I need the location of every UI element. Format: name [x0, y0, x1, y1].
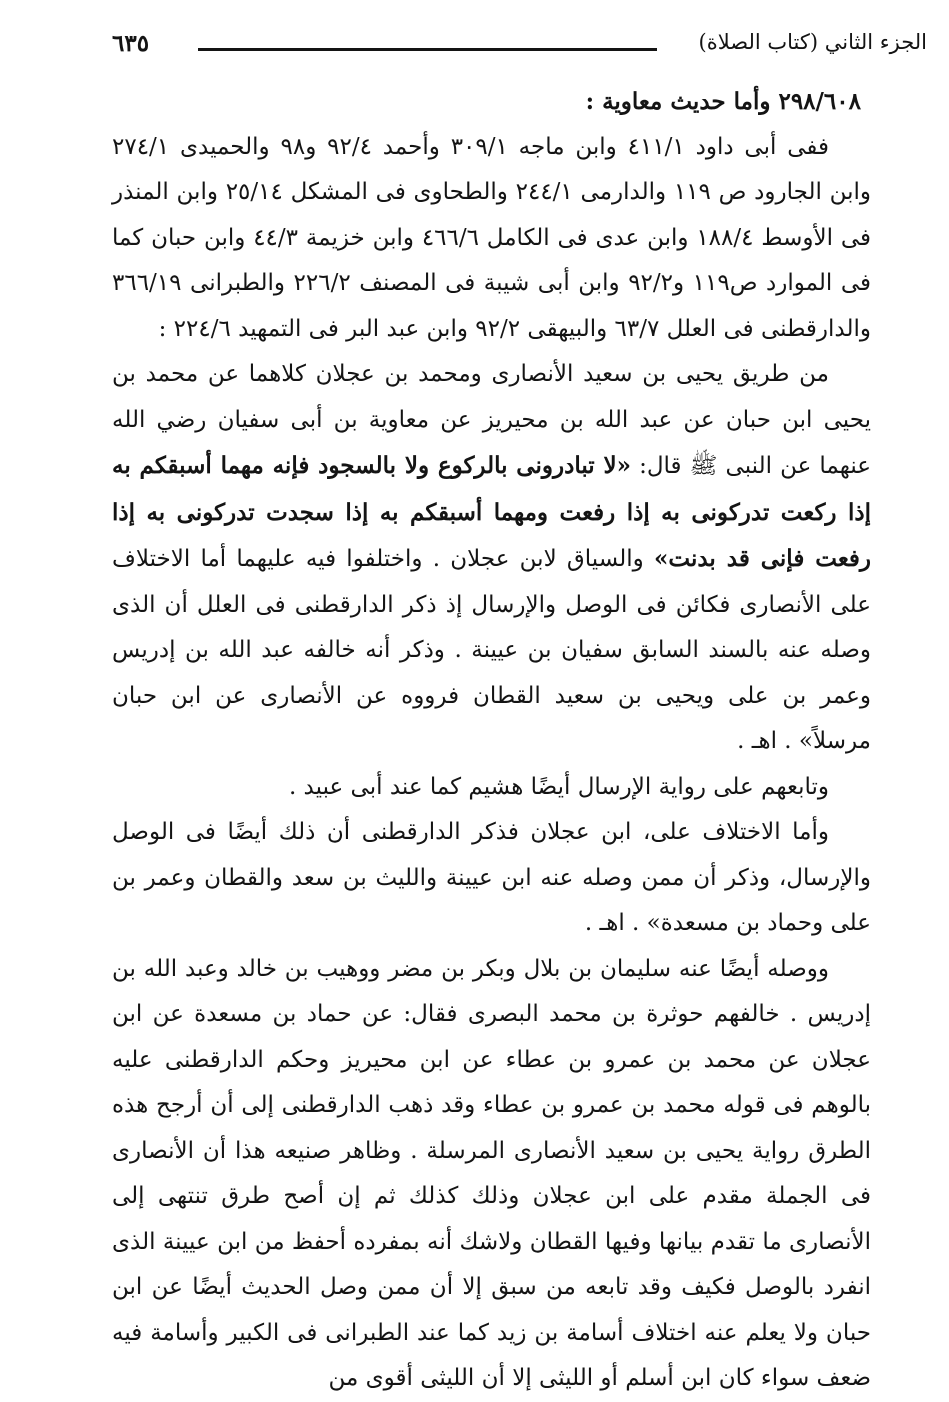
- discussion-paragraph: ووصله أيضًا عنه سليمان بن بلال وبكر بن مضر ووهيب بن خالد وعبد الله بن إدريس . خالفهم حوثرة بن محمد البصرى فقال: عن حماد بن مسعدة عن ابن عجلان عن محمد بن عمرو بن عطاء عن ابن محيريز وحكم الدارقطنى عليه بالوهم فى قوله محمد بن عمرو بن عطاء وقد ذهب الدارقطنى إلى أن أرجح هذه الطرق رواية يحيى بن سعيد الأنصارى المرسلة . وظاهر صنيعه هذا أن الأنصارى فى الجملة مقدم على ابن عجلان وذلك كذلك ثم إن أصح طرق تنتهى إلى الأنصارى ما تقدم بيانها وفيها القطان ولاشك أنه بمفرده أحفظ من ابن عيينة الذى انفرد بالوصل فكيف وقد تابعه من سبق إلا أن ممن وصل الحديث أيضًا عن ابن حبان ولا يعلم عنه اختلاف أسامة بن زيد كما عند الطبرانى فى الكبير وأسامة فيه ضعف سواء كان ابن أسلم أو الليثى إلا أن الليثى أقوى من: [112, 955, 871, 1391]
- page-body: [112, 79, 872, 1391]
- page-header: [112, 28, 927, 68]
- running-title: الجزء الثاني (كتاب الصلاة): [698, 30, 927, 54]
- hadith-text: «لا تبادرونى بالركوع ولا بالسجود فإنه مهما أسبقكم به إذا ركعت تدركونى به إذا رفعت ومهما أسبقكم به إذا سجدت تدركونى به إذا رفعت فإنى قد بدنت»: [112, 452, 872, 572]
- ajlan-difference-paragraph: وأما الاختلاف على، ابن عجلان فذكر الدارقطنى أن ذلك أيضًا فى الوصل والإرسال، وذكر أن ممن وصله عنه ابن عيينة والليث بن سعد والقطان وعمر بن على وحماد بن مسعدة» . اهـ .: [112, 819, 871, 936]
- sources-paragraph: ففى أبى داود ٤١١/١ وابن ماجه ٣٠٩/١ وأحمد ٩٢/٤ و٩٨ والحميدى ٢٧٤/١ وابن الجارود ص ١١٩ والدارمى ٢٤٤/١ والطحاوى فى المشكل ٢٥/١٤ وابن المنذر فى الأوسط ١٨٨/٤ وابن عدى فى الكامل ٤٦٦/٦ وابن خزيمة ٤٤/٣ وابن حبان كما فى الموارد ص١١٩ و٩٢/٢ وابن أبى شيبة فى المصنف ٢٢٦/٢ والطبرانى ٣٦٦/١٩ والدارقطنى فى العلل ٦٣/٧ والبيهقى ٩٢/٢ وابن عبد البر فى التمهيد ٢٢٤/٦ :: [112, 133, 872, 342]
- chain-text: من طريق يحيى بن سعيد الأنصارى ومحمد بن عجلان كلاهما عن محمد بن يحيى ابن حبان عن عبد الله بن محيريز عن معاوية بن أبى سفيان رضي الله عنهما عن النبى ﷺ قال:: [112, 361, 871, 479]
- header-rule: [198, 48, 657, 51]
- follow-up-paragraph: وتابعهم على رواية الإرسال أيضًا هشيم كما عند أبى عبيد .: [288, 773, 829, 800]
- section-heading: ٢٩٨/٦٠٨ وأما حديث معاوية :: [585, 88, 861, 115]
- chain-tail-text: والسياق لابن عجلان . واختلفوا فيه عليهما أما الاختلاف على الأنصارى فكائن فى الوصل والإرسال إذ ذكر الدارقطنى فى العلل أن الذى وصله عنه بالسند السابق سفيان بن عيينة . وذكر أنه خالفه عبد الله بن إدريس وعمر بن على ويحيى بن سعيد القطان فرووه عن الأنصارى عن ابن حبان مرسلاً» . اهـ .: [112, 546, 871, 754]
- chain-paragraph: [112, 352, 871, 765]
- page-number: ٦٣٥: [112, 30, 150, 57]
